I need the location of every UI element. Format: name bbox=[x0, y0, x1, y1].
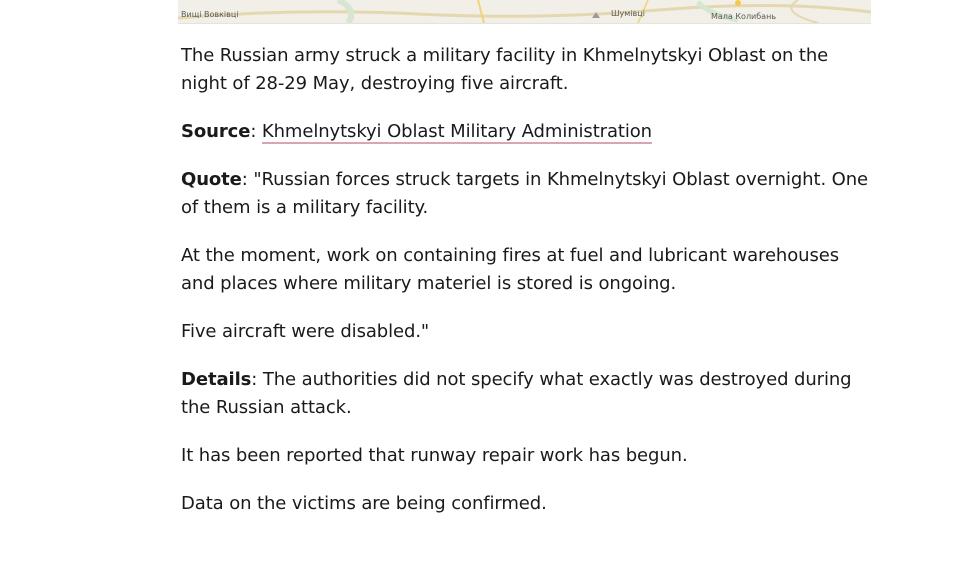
paragraph-runway: It has been reported that runway repair work has begun. bbox=[181, 445, 688, 466]
map-image[interactable] bbox=[178, 0, 871, 24]
source-link[interactable]: Khmelnytskyi Oblast Military Administration bbox=[261, 121, 652, 142]
quote-text: : "Russian forces struck targets in Khmelnytskyi Oblast overnight. One of them is a military facility. bbox=[181, 169, 869, 218]
paragraph-source bbox=[181, 118, 871, 146]
source-separator: : bbox=[250, 121, 262, 142]
article-body bbox=[181, 42, 871, 538]
details-label: Details bbox=[181, 369, 252, 390]
paragraph-victims: Data on the victims are being confirmed. bbox=[181, 493, 547, 514]
paragraph-intro: The Russian army struck a military facility in Khmelnytskyi Oblast on the night of 28-29 May, destroying five aircraft. bbox=[181, 45, 829, 94]
paragraph-quote-end: Five aircraft were disabled." bbox=[181, 321, 430, 342]
details-text: : The authorities did not specify what exactly was destroyed during the Russian attack. bbox=[181, 369, 852, 418]
source-label: Source bbox=[181, 121, 251, 142]
paragraph-details bbox=[181, 366, 871, 422]
map-label-right: Мала Колибань bbox=[711, 12, 777, 21]
paragraph-quote bbox=[181, 166, 871, 222]
map-label-middle: Шумівці bbox=[611, 9, 645, 18]
quote-label: Quote bbox=[181, 169, 242, 190]
map-label-left: Вищі Вовківці bbox=[181, 10, 239, 19]
paragraph-quote-continued: At the moment, work on containing fires at fuel and lubricant warehouses and places where military materiel is stored is ongoing. bbox=[181, 245, 839, 294]
